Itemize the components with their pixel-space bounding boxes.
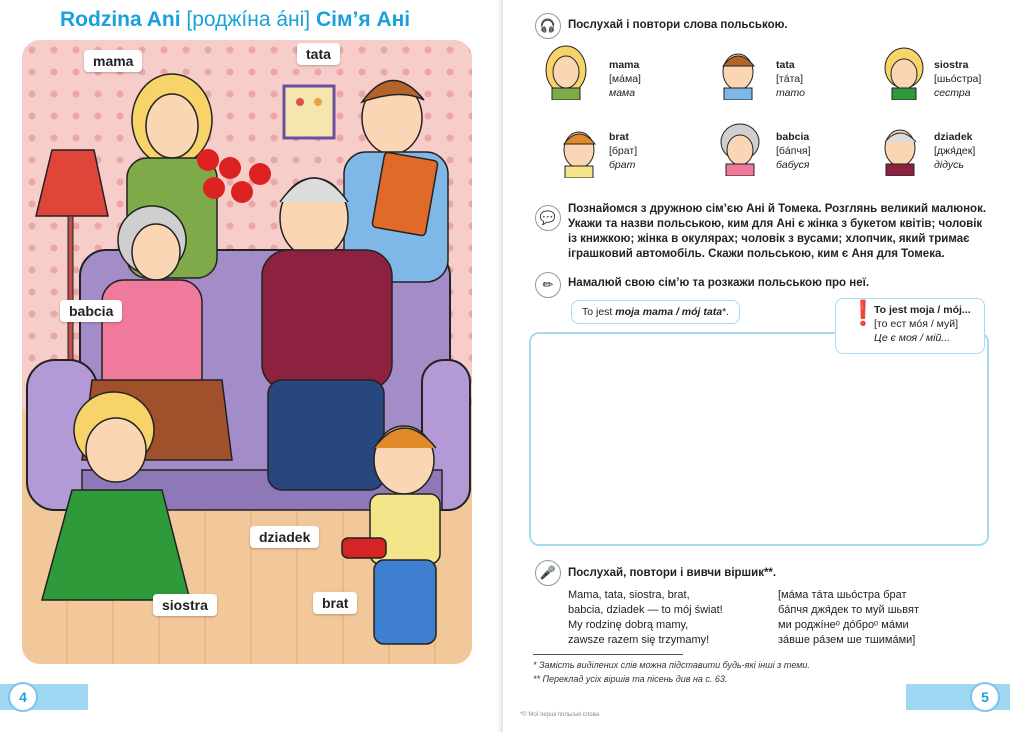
speech-bubble: To jest moja mama / mój tata*. [571, 300, 740, 324]
word-siostra: siostra [шьóстра] сестра [934, 59, 982, 99]
page-number-left: 4 [8, 682, 38, 712]
label-mama: mama [84, 50, 142, 72]
footnote-1: * Замість виділених слів можна підставити будь-які інші з теми. [533, 660, 810, 670]
poem-instruction: Послухай, повтори і вивчи віршик**. [568, 567, 777, 579]
scene-drawing [22, 40, 472, 664]
face-siostra [878, 44, 930, 100]
exclamation-icon: ❗ [848, 300, 878, 327]
label-babcia: babcia [60, 300, 122, 322]
face-dziadek [874, 120, 926, 176]
title-transcription: [роджíна áні] [186, 8, 311, 31]
word-babcia: babcia [бáпчя] бабуся [776, 131, 811, 171]
listen-instruction: Послухай і повтори слова польською. [568, 19, 788, 31]
speech-icon: 💬 [535, 205, 561, 231]
word-mama: mama [мáма] мама [609, 59, 641, 99]
title-ukrainian: Сім’я Ані [316, 8, 411, 31]
label-siostra: siostra [153, 594, 217, 616]
page-title [60, 8, 410, 32]
left-page [0, 0, 503, 732]
face-mama [540, 44, 592, 100]
page-number-right: 5 [970, 682, 1000, 712]
face-brat [553, 122, 605, 178]
hint-bubble: ❗ To jest moja / mój... [то ест мóя / муй] Це є моя / мій... [835, 298, 985, 354]
label-dziadek: dziadek [250, 526, 319, 548]
draw-instruction: Намалюй свою сім’ю та розкажи польською про неї. [568, 277, 870, 289]
face-tata [712, 44, 764, 100]
microphone-icon: 🎤 [535, 560, 561, 586]
label-tata: tata [297, 43, 340, 65]
word-brat: brat [брат] брат [609, 131, 638, 171]
headphones-icon: 🎧 [535, 13, 561, 39]
footnote-2: ** Переклад усіх віршів та пісень див на с. 63. [533, 674, 728, 684]
title-polish: Rodzina Ani [60, 8, 181, 31]
pencil-icon: ✏ [535, 272, 561, 298]
word-dziadek: dziadek [джя́дек] дідусь [934, 131, 976, 171]
word-tata: tata [тáта] тато [776, 59, 805, 99]
copyright-note: *© Мої перші польські слова [520, 712, 600, 718]
drawing-area[interactable] [529, 332, 989, 546]
label-brat: brat [313, 592, 357, 614]
family-illustration [22, 40, 472, 664]
footnote-rule [533, 654, 683, 655]
meet-instruction: Познайомся з дружною сім’єю Ані й Томека. Розглянь великий малюнок. Укажи та назви польською, ким для Ані є жінка з букетом квітів; чоловік із книжкою; жінка в окулярах; чоловік з вусами; хлопчик, який тримає іграшковий автомобіль. Скажи польською, ким є Аня для Томека. [568, 203, 987, 260]
face-babcia [714, 120, 766, 176]
poem-transcription: [мáма тáта шьóстра брат бáпчя джя́дек то муй шьвят ми роджíнеᵒ дóброᵒ мáми зáвше рáзем ше тшимáми] [778, 589, 920, 646]
poem-polish: Mama, tata, siostra, brat, babcia, dziadek — to mój świat! My rodzinę dobrą mamy, zawsze razem się trzymamy! [568, 589, 723, 646]
